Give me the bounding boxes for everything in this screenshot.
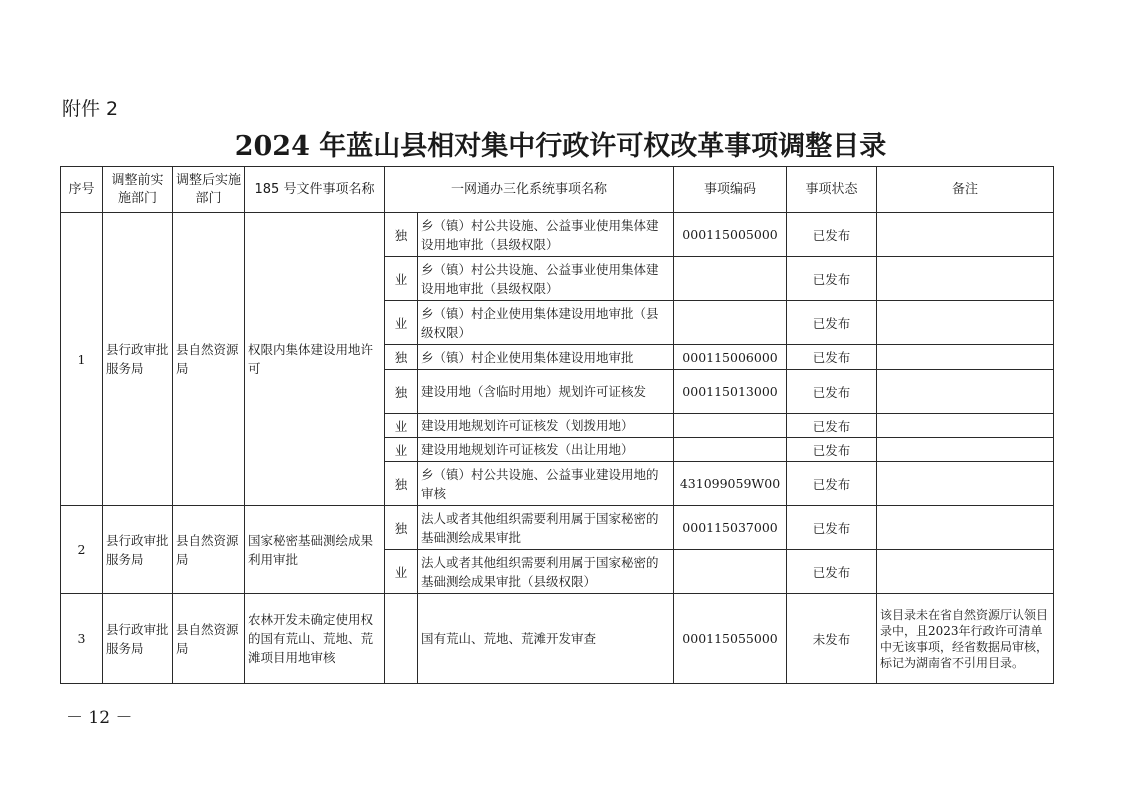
row-system-name: 乡（镇）村公共设施、公益事业使用集体建设用地审批（县级权限） [418,213,674,257]
row-status: 已发布 [787,257,877,301]
group-doc185-name: 国家秘密基础测绘成果利用审批 [245,506,385,594]
page-number: － 12 － [66,708,133,728]
row-tag: 独 [385,462,418,506]
header-remarks: 备注 [877,167,1054,213]
row-tag: 独 [385,370,418,414]
row-note [877,550,1054,594]
row-note [877,414,1054,438]
row-tag: 业 [385,257,418,301]
row-tag: 独 [385,506,418,550]
row-code: 000115055000 [674,594,787,684]
row-code: 431099059W00 [674,462,787,506]
row-system-name: 国有荒山、荒地、荒滩开发审查 [418,594,674,684]
row-system-name: 乡（镇）村企业使用集体建设用地审批 [418,345,674,370]
group-dept-before: 县行政审批服务局 [103,594,173,684]
row-status: 已发布 [787,414,877,438]
row-system-name: 乡（镇）村公共设施、公益事业使用集体建设用地审批（县级权限） [418,257,674,301]
group-dept-after: 县自然资源局 [173,506,245,594]
row-note [877,301,1054,345]
row-note [877,257,1054,301]
row-code [674,414,787,438]
table-row [61,594,1054,684]
row-tag: 独 [385,213,418,257]
row-code: 000115006000 [674,345,787,370]
row-status: 已发布 [787,345,877,370]
row-tag [385,594,418,684]
row-note: 该目录未在省自然资源厅认领目录中，且2023年行政许可清单中无该事项，经省数据局审核，标记为湖南省不引用目录。 [877,594,1054,684]
row-status: 已发布 [787,438,877,462]
attachment-label: 附件 2 [62,98,119,120]
group-seq: 3 [61,594,103,684]
document-title: 2024 年蓝山县相对集中行政许可权改革事项调整目录 [234,131,887,162]
group-dept-after: 县自然资源局 [173,213,245,506]
row-tag: 业 [385,550,418,594]
row-code [674,550,787,594]
row-system-name: 乡（镇）村公共设施、公益事业建设用地的审核 [418,462,674,506]
group-doc185-name: 农林开发未确定使用权的国有荒山、荒地、荒滩项目用地审核 [245,594,385,684]
row-system-name: 建设用地规划许可证核发（出让用地） [418,438,674,462]
row-note [877,370,1054,414]
row-code [674,438,787,462]
row-code: 000115005000 [674,213,787,257]
row-note [877,213,1054,257]
row-system-name: 建设用地规划许可证核发（划拨用地） [418,414,674,438]
row-status: 已发布 [787,370,877,414]
table-header-row [61,167,1054,213]
header-doc185-name: 185 号文件事项名称 [245,167,385,213]
adjustment-table [60,166,1054,684]
group-seq: 2 [61,506,103,594]
group-dept-before: 县行政审批服务局 [103,506,173,594]
row-code [674,301,787,345]
group-seq: 1 [61,213,103,506]
row-status: 已发布 [787,213,877,257]
row-status: 未发布 [787,594,877,684]
header-system-name: 一网通办三化系统事项名称 [385,167,674,213]
group-dept-after: 县自然资源局 [173,594,245,684]
row-note [877,506,1054,550]
group-doc185-name: 权限内集体建设用地许可 [245,213,385,506]
header-dept-after: 调整后实施部门 [173,167,245,213]
row-note [877,438,1054,462]
row-note [877,462,1054,506]
row-note [877,345,1054,370]
group-dept-before: 县行政审批服务局 [103,213,173,506]
row-system-name: 法人或者其他组织需要利用属于国家秘密的基础测绘成果审批 [418,506,674,550]
row-status: 已发布 [787,506,877,550]
row-status: 已发布 [787,462,877,506]
row-tag: 业 [385,414,418,438]
row-tag: 业 [385,301,418,345]
header-seq: 序号 [61,167,103,213]
row-status: 已发布 [787,301,877,345]
table-row [61,213,1054,257]
row-system-name: 乡（镇）村企业使用集体建设用地审批（县级权限） [418,301,674,345]
row-code: 000115013000 [674,370,787,414]
row-status: 已发布 [787,550,877,594]
row-tag: 业 [385,438,418,462]
row-system-name: 建设用地（含临时用地）规划许可证核发 [418,370,674,414]
header-item-status: 事项状态 [787,167,877,213]
row-code: 000115037000 [674,506,787,550]
header-item-code: 事项编码 [674,167,787,213]
row-tag: 独 [385,345,418,370]
table-row [61,506,1054,550]
header-dept-before: 调整前实施部门 [103,167,173,213]
row-system-name: 法人或者其他组织需要利用属于国家秘密的基础测绘成果审批（县级权限） [418,550,674,594]
row-code [674,257,787,301]
